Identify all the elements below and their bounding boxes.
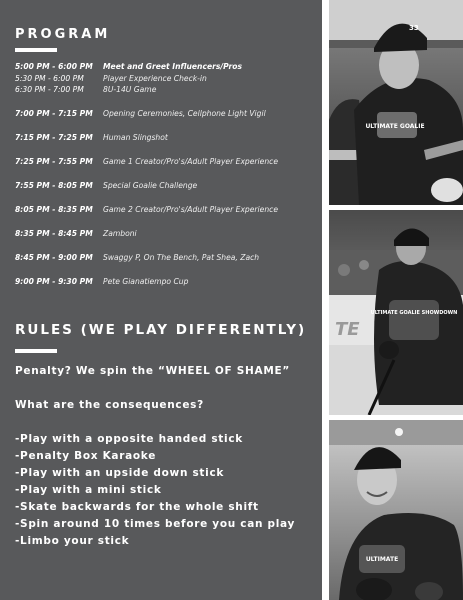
list-item: -Spin around 10 times before you can play: [15, 518, 296, 530]
schedule-event: Swaggy P, On The Bench, Pat Shea, Zach: [103, 253, 260, 262]
schedule-event: 8U-14U Game: [103, 85, 157, 94]
rink-board-text: TE: [335, 319, 360, 340]
jersey-logo-text: ULTIMATE: [365, 556, 399, 563]
schedule-row: [15, 229, 137, 238]
schedule-event: Meet and Greet Influencers/Pros: [103, 62, 242, 71]
schedule-row: [15, 253, 259, 262]
player-photo-3: [329, 420, 463, 600]
schedule-time: 7:15 PM - 7:25 PM: [15, 133, 93, 142]
schedule-event: Zamboni: [103, 229, 137, 238]
title-underline: [15, 349, 57, 353]
list-item: -Play with an upside down stick: [15, 467, 225, 479]
schedule-event: Pete Gianatiempo Cup: [103, 277, 189, 286]
schedule-row: [15, 85, 156, 94]
schedule-time: 7:25 PM - 7:55 PM: [15, 157, 93, 166]
schedule-row: [15, 62, 242, 71]
player-photo-1: [329, 0, 463, 205]
schedule-row: [15, 133, 168, 142]
helmet-number: 33: [409, 24, 419, 32]
program-title: PROGRAM: [15, 27, 111, 42]
penalty-text: Penalty? We spin the “WHEEL OF SHAME”: [15, 365, 290, 377]
list-item: -Limbo your stick: [15, 535, 130, 547]
list-item: -Skate backwards for the whole shift: [15, 501, 259, 513]
rules-title: RULES (WE PLAY DIFFERENTLY): [15, 322, 307, 338]
schedule-time: 6:30 PM - 7:00 PM: [15, 85, 84, 94]
schedule-time: 8:35 PM - 8:45 PM: [15, 229, 93, 238]
schedule-event: Human Slingshot: [103, 133, 168, 142]
title-underline: [15, 48, 57, 52]
player-photo-2: [329, 210, 463, 415]
schedule-row: [15, 157, 278, 166]
schedule-event: Opening Ceremonies, Cellphone Light Vigil: [103, 109, 266, 118]
schedule-event: Player Experience Check-in: [103, 74, 207, 83]
list-item: -Penalty Box Karaoke: [15, 450, 157, 462]
consequences-question: What are the consequences?: [15, 399, 204, 411]
schedule-time: 7:00 PM - 7:15 PM: [15, 109, 93, 118]
schedule-row: [15, 74, 207, 83]
jersey-logo-text: ULTIMATE GOALIE SHOWDOWN: [370, 310, 458, 316]
schedule-time: 9:00 PM - 9:30 PM: [15, 277, 93, 286]
schedule-time: 5:30 PM - 6:00 PM: [15, 74, 84, 83]
schedule-event: Special Goalie Challenge: [103, 181, 198, 190]
schedule-row: [15, 205, 278, 214]
schedule-time: 7:55 PM - 8:05 PM: [15, 181, 93, 190]
schedule-event: Game 2 Creator/Pro's/Adult Player Experience: [103, 205, 278, 214]
schedule-time: 8:45 PM - 9:00 PM: [15, 253, 93, 262]
schedule-row: [15, 109, 266, 118]
jersey-logo-text: ULTIMATE GOALIE: [365, 123, 425, 130]
schedule-time: 5:00 PM - 6:00 PM: [15, 62, 93, 71]
schedule-event: Game 1 Creator/Pro's/Adult Player Experience: [103, 157, 278, 166]
schedule-row: [15, 277, 188, 286]
schedule-row: [15, 181, 197, 190]
schedule-time: 8:05 PM - 8:35 PM: [15, 205, 93, 214]
list-item: -Play with a opposite handed stick: [15, 433, 243, 445]
list-item: -Play with a mini stick: [15, 484, 162, 496]
